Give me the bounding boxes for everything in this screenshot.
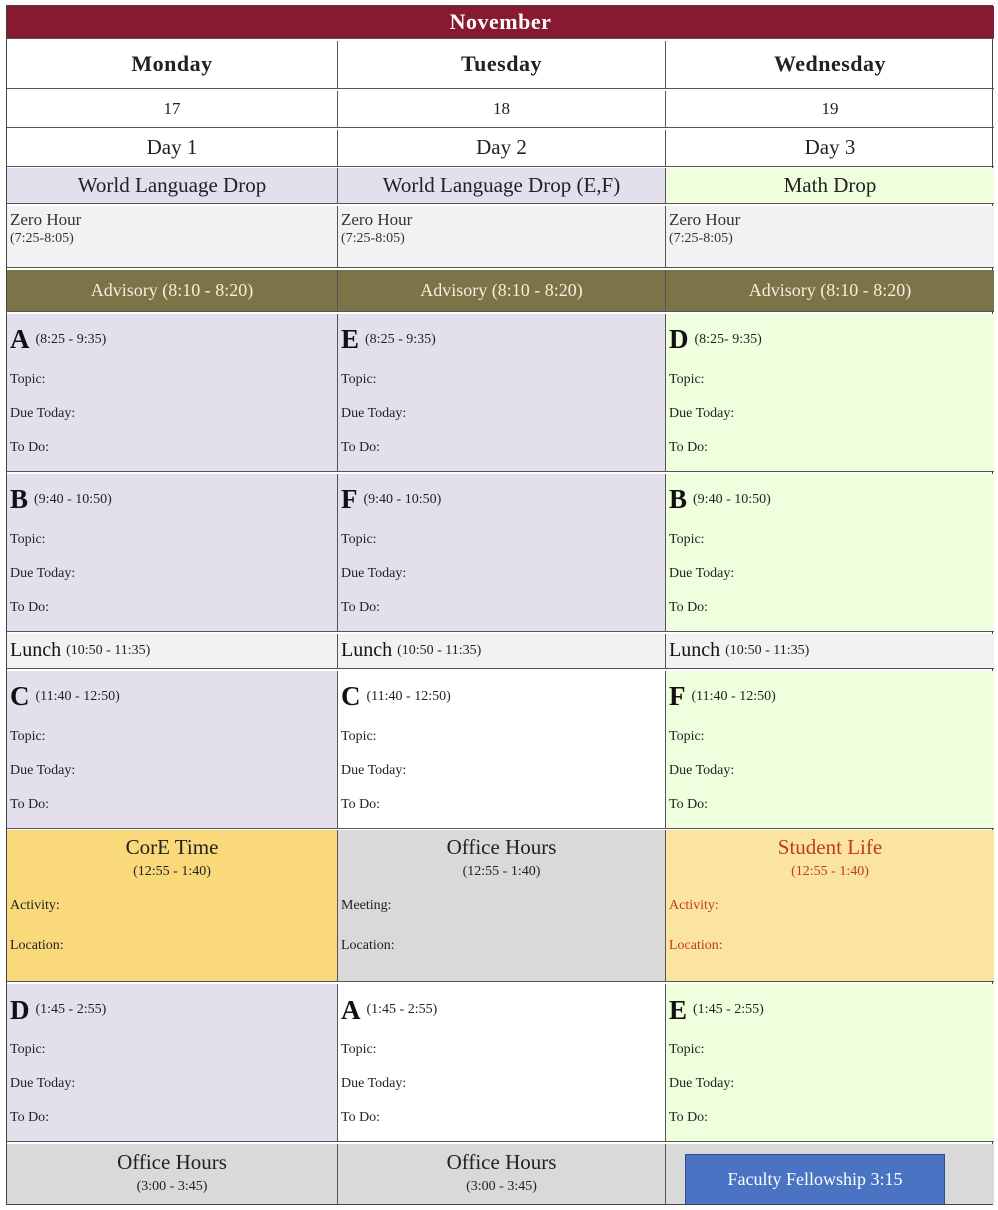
- block-time: (1:45 - 2:55): [693, 1002, 764, 1018]
- class-block: [7, 671, 338, 829]
- class-block: [666, 984, 994, 1142]
- day-rotation: Day 2: [338, 130, 666, 167]
- topic-label[interactable]: Topic:: [669, 371, 705, 387]
- advisory-bar: Advisory (8:10 - 8:20): [7, 270, 338, 312]
- drop-label: World Language Drop (E,F): [338, 168, 666, 204]
- block-letter: D: [669, 324, 689, 355]
- block-time: (11:40 - 12:50): [691, 688, 776, 704]
- office-hours-cell: [7, 1144, 338, 1204]
- topic-label[interactable]: Topic:: [669, 531, 705, 547]
- todo-label[interactable]: To Do:: [341, 439, 381, 455]
- day-rotation: Day 3: [666, 130, 994, 167]
- todo-label[interactable]: To Do:: [669, 1110, 709, 1126]
- todo-label[interactable]: To Do:: [341, 796, 381, 812]
- activity-label[interactable]: Activity:: [669, 898, 719, 914]
- lunch-time: (10:50 - 11:35): [725, 642, 810, 658]
- class-block: [338, 314, 666, 472]
- block-time: (1:45 - 2:55): [366, 1002, 438, 1018]
- mid-title: Student Life: [777, 835, 883, 860]
- due-today-label[interactable]: Due Today:: [341, 762, 407, 778]
- lunch-row: [7, 634, 338, 669]
- block-letter: A: [341, 994, 361, 1025]
- class-block: [338, 984, 666, 1142]
- lunch-label: Lunch: [669, 639, 721, 662]
- lunch-time: (10:50 - 11:35): [397, 642, 482, 658]
- block-letter: E: [341, 324, 360, 355]
- topic-label[interactable]: Topic:: [341, 371, 377, 387]
- class-block: [338, 474, 666, 632]
- due-today-label[interactable]: Due Today:: [669, 1076, 735, 1092]
- todo-label[interactable]: To Do:: [669, 439, 709, 455]
- zero-hour-time: (7:25-8:05): [669, 231, 733, 247]
- block-letter: B: [10, 484, 29, 515]
- mid-title: Office Hours: [446, 835, 557, 860]
- due-today-label[interactable]: Due Today:: [341, 1076, 407, 1092]
- mid-time: (12:55 - 1:40): [133, 864, 211, 880]
- day-rotation: Day 1: [7, 130, 338, 167]
- due-today-label[interactable]: Due Today:: [10, 1076, 76, 1092]
- end-title: Office Hours: [117, 1150, 227, 1175]
- class-block: [7, 984, 338, 1142]
- todo-label[interactable]: To Do:: [341, 1110, 381, 1126]
- class-block: [338, 671, 666, 829]
- advisory-bar: Advisory (8:10 - 8:20): [666, 270, 994, 312]
- topic-label[interactable]: Topic:: [10, 531, 46, 547]
- office-hours-cell: [338, 830, 666, 982]
- month-header: November: [7, 6, 994, 39]
- drop-label: World Language Drop: [7, 168, 338, 204]
- mid-time: (12:55 - 1:40): [462, 864, 541, 880]
- lunch-row: [338, 634, 666, 669]
- block-time: (11:40 - 12:50): [35, 688, 120, 704]
- student-life-cell: [666, 830, 994, 982]
- block-time: (11:40 - 12:50): [366, 688, 451, 704]
- todo-label[interactable]: To Do:: [10, 599, 50, 615]
- faculty-fellowship-button[interactable]: Faculty Fellowship 3:15: [685, 1154, 945, 1204]
- due-today-label[interactable]: Due Today:: [669, 762, 735, 778]
- block-letter: E: [669, 994, 688, 1025]
- block-letter: A: [10, 324, 30, 355]
- zero-hour-time: (7:25-8:05): [10, 231, 74, 247]
- todo-label[interactable]: To Do:: [10, 796, 50, 812]
- zero-hour-title: Zero Hour: [341, 210, 413, 230]
- block-time: (9:40 - 10:50): [363, 491, 442, 507]
- weekday-header: Wednesday: [666, 41, 994, 89]
- lunch-label: Lunch: [341, 639, 393, 662]
- todo-label[interactable]: To Do:: [10, 1110, 50, 1126]
- date-number: 19: [666, 91, 994, 128]
- zero-hour-cell: [666, 206, 994, 268]
- due-today-label[interactable]: Due Today:: [669, 405, 735, 421]
- topic-label[interactable]: Topic:: [10, 728, 46, 744]
- due-today-label[interactable]: Due Today:: [669, 565, 735, 581]
- class-block: [666, 671, 994, 829]
- end-title: Office Hours: [446, 1150, 557, 1175]
- zero-hour-title: Zero Hour: [10, 210, 82, 230]
- date-number: 17: [7, 91, 338, 128]
- todo-label[interactable]: To Do:: [669, 796, 709, 812]
- class-block: [7, 474, 338, 632]
- location-label[interactable]: Location:: [669, 938, 723, 954]
- lunch-label: Lunch: [10, 639, 62, 662]
- topic-label[interactable]: Topic:: [341, 728, 377, 744]
- block-time: (8:25- 9:35): [694, 331, 762, 347]
- activity-label[interactable]: Activity:: [10, 898, 60, 914]
- mid-title: CorE Time: [125, 835, 219, 860]
- topic-label[interactable]: Topic:: [669, 728, 705, 744]
- core-time-cell: [7, 830, 338, 982]
- zero-hour-cell: [338, 206, 666, 268]
- class-block: [7, 314, 338, 472]
- block-letter: C: [10, 681, 30, 712]
- block-letter: C: [341, 681, 361, 712]
- due-today-label[interactable]: Due Today:: [10, 405, 76, 421]
- topic-label[interactable]: Topic:: [341, 1042, 377, 1058]
- due-today-label[interactable]: Due Today:: [10, 762, 76, 778]
- block-letter: F: [341, 484, 358, 515]
- due-today-label[interactable]: Due Today:: [10, 565, 76, 581]
- end-time: (3:00 - 3:45): [136, 1179, 208, 1195]
- topic-label[interactable]: Topic:: [669, 1042, 705, 1058]
- class-block: [666, 314, 994, 472]
- block-time: (8:25 - 9:35): [365, 331, 436, 347]
- date-number: 18: [338, 91, 666, 128]
- advisory-bar: Advisory (8:10 - 8:20): [338, 270, 666, 312]
- location-label[interactable]: Location:: [341, 938, 395, 954]
- topic-label[interactable]: Topic:: [10, 371, 46, 387]
- topic-label[interactable]: Topic:: [10, 1042, 46, 1058]
- due-today-label[interactable]: Due Today:: [341, 565, 407, 581]
- zero-hour-title: Zero Hour: [669, 210, 741, 230]
- end-time: (3:00 - 3:45): [466, 1179, 537, 1195]
- lunch-time: (10:50 - 11:35): [66, 642, 151, 658]
- block-letter: B: [669, 484, 688, 515]
- meeting-label[interactable]: Meeting:: [341, 898, 392, 914]
- mid-time: (12:55 - 1:40): [791, 864, 869, 880]
- class-block: [666, 474, 994, 632]
- block-time: (9:40 - 10:50): [34, 491, 112, 507]
- weekday-header: Tuesday: [338, 41, 666, 89]
- location-label[interactable]: Location:: [10, 938, 64, 954]
- due-today-label[interactable]: Due Today:: [341, 405, 407, 421]
- block-letter: F: [669, 681, 686, 712]
- todo-label[interactable]: To Do:: [10, 439, 50, 455]
- topic-label[interactable]: Topic:: [341, 531, 377, 547]
- weekday-header: Monday: [7, 41, 338, 89]
- todo-label[interactable]: To Do:: [341, 599, 381, 615]
- todo-label[interactable]: To Do:: [669, 599, 709, 615]
- block-time: (9:40 - 10:50): [693, 491, 771, 507]
- drop-label: Math Drop: [666, 168, 994, 204]
- zero-hour-cell: [7, 206, 338, 268]
- block-time: (1:45 - 2:55): [35, 1002, 107, 1018]
- block-time: (8:25 - 9:35): [35, 331, 107, 347]
- zero-hour-time: (7:25-8:05): [341, 231, 405, 247]
- calendar-grid: [6, 5, 993, 1205]
- office-hours-cell: [338, 1144, 666, 1204]
- faculty-fellowship-cell: [666, 1144, 994, 1204]
- lunch-row: [666, 634, 994, 669]
- block-letter: D: [10, 994, 30, 1025]
